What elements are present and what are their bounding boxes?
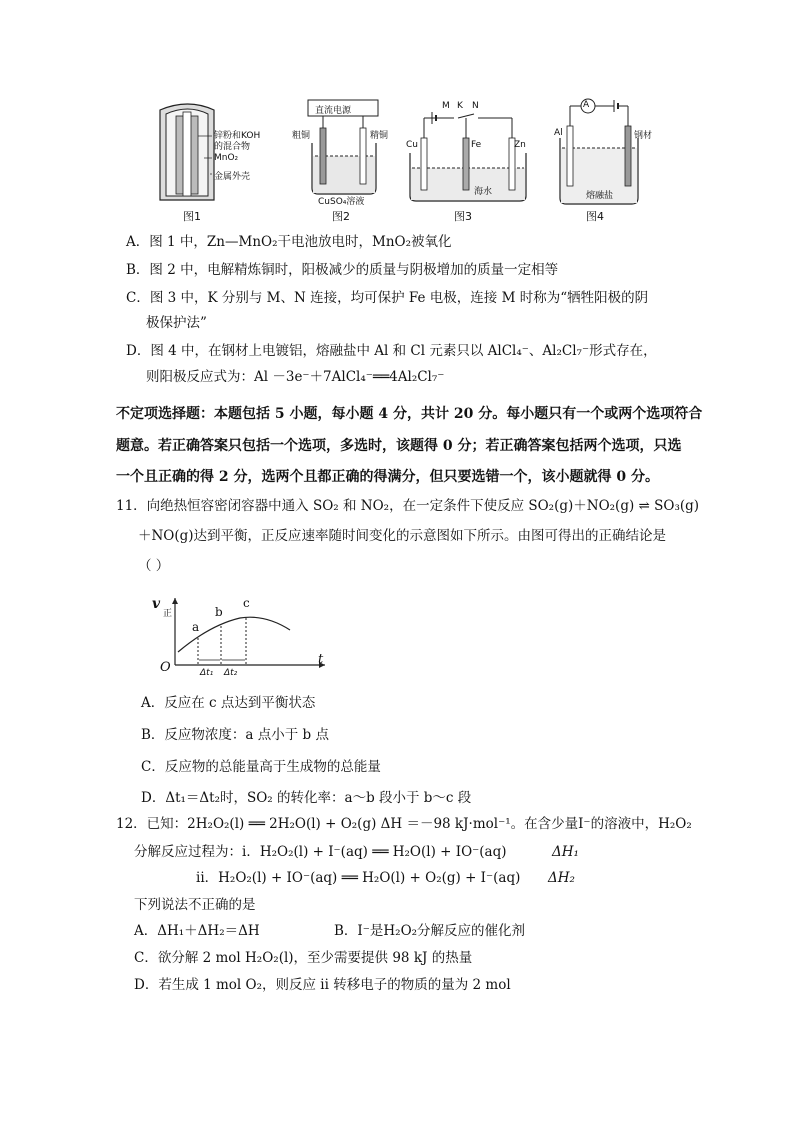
switch-m-label: M	[442, 101, 450, 111]
q10-option-a: A．图 1 中，Zn—MnO₂干电池放电时，MnO₂被氧化	[126, 234, 452, 250]
fe-label: Fe	[471, 140, 482, 150]
figure-1	[148, 98, 311, 223]
section-instructions-line1: 不定项选择题：本题包括 5 小题，每小题 4 分，共计 20 分。每小题只有一个或两个选项符合	[116, 406, 703, 422]
callout-metal-shell: 金属外壳	[214, 172, 251, 182]
pure-copper-label: 精铜	[370, 131, 389, 141]
section-instructions-line2: 题意。若正确答案只包括一个选项，多选时，该题得 0 分；若正确答案包括两个选项，只选	[116, 438, 682, 454]
switch-n-label: N	[472, 101, 479, 111]
q12-stem-line4: 下列说法不正确的是	[134, 897, 256, 913]
callout-zinc-koh: 锌粉和KOH	[214, 131, 261, 141]
seawater-label: 海水	[474, 187, 493, 197]
figure-3-label: 图3	[454, 210, 472, 223]
q11-rate-graph	[140, 590, 340, 690]
figure-4-label: 图4	[586, 210, 604, 223]
graph-x-label: t	[318, 652, 324, 667]
graph-y-label: v	[152, 596, 161, 612]
graph-origin: O	[160, 660, 171, 675]
figure-2	[290, 98, 400, 223]
q10-option-d-line1: D．图 4 中，在钢材上电镀铝，熔融盐中 Al 和 Cl 元素只以 AlCl₄⁻、Al₂Cl₇⁻形式存在，	[126, 343, 657, 359]
cu-label: Cu	[406, 140, 418, 150]
al-electrode-label: Al	[554, 128, 563, 138]
callout-mno2: MnO₂	[214, 153, 239, 163]
q10-option-c-line1: C．图 3 中，K 分别与 M、N 连接，均可保护 Fe 电极，连接 M 时称为“牺牲阳极的阴	[126, 290, 649, 306]
ammeter-label: A	[583, 100, 590, 110]
cuso4-label: CuSO₄溶液	[318, 197, 365, 207]
steel-label: 钢材	[634, 131, 653, 141]
figure-3	[402, 98, 532, 223]
q11-option-c: C．反应物的总能量高于生成物的总能量	[141, 759, 381, 775]
q12-stem-line1: 12．已知：2H₂O₂(l) ══ 2H₂O(l) + O₂(g) ΔH ＝－98 kJ·mol⁻¹。在含少量I⁻的溶液中，H₂O₂	[116, 816, 692, 832]
q11-stem-line2: ＋NO(g)达到平衡，正反应速率随时间变化的示意图如下所示。由图可得出的正确结论是	[138, 528, 667, 544]
point-a-label: a	[192, 620, 200, 634]
crude-copper-label: 粗铜	[292, 131, 311, 141]
q12-stem-line3: ii．H₂O₂(l) + IO⁻(aq) ══ H₂O(l) + O₂(g) + I⁻(aq)	[196, 870, 521, 886]
q12-option-d: D．若生成 1 mol O₂，则反应 ii 转移电子的物质的量为 2 mol	[134, 977, 511, 993]
delta-t2-label: Δt₂	[224, 668, 238, 678]
switch-k-label: K	[457, 101, 463, 111]
callout-mixture: 的混合物	[214, 142, 251, 152]
zn-label: Zn	[514, 140, 526, 150]
q12-delta-h1: ΔH₁	[552, 844, 579, 860]
q11-option-d: D．Δt₁＝Δt₂时，SO₂ 的转化率：a～b 段小于 b～c 段	[141, 790, 472, 806]
figure-2-label: 图2	[332, 210, 350, 223]
figure-4	[552, 98, 662, 223]
point-c-label: c	[243, 596, 250, 610]
q12-delta-h2: ΔH₂	[548, 870, 575, 886]
q12-option-c: C．欲分解 2 mol H₂O₂(l)，至少需要提供 98 kJ 的热量	[134, 950, 473, 966]
q12-option-a: A．ΔH₁＋ΔH₂＝ΔH	[134, 923, 260, 939]
q11-stem-line1: 11．向绝热恒容密闭容器中通入 SO₂ 和 NO₂，在一定条件下使反应 SO₂(g)＋NO₂(g) ⇌ SO₃(g)	[116, 498, 700, 514]
q11-stem-line3: （ ）	[138, 558, 170, 574]
section-instructions-line3: 一个且正确的得 2 分，选两个且都正确的得满分，但只要选错一个，该小题就得 0 分。	[116, 469, 659, 485]
q10-option-d-line2: 则阳极反应式为：Al －3e⁻＋7AlCl₄⁻══4Al₂Cl₇⁻	[146, 369, 445, 385]
q11-option-b: B．反应物浓度：a 点小于 b 点	[141, 727, 329, 743]
delta-t1-label: Δt₁	[200, 668, 214, 678]
q10-option-c-line2: 极保护法”	[146, 315, 207, 331]
dc-power-label: 直流电源	[315, 106, 352, 116]
figure-1-label: 图1	[183, 210, 201, 223]
q10-option-b: B．图 2 中，电解精炼铜时，阳极减少的质量与阴极增加的质量一定相等	[126, 262, 559, 278]
molten-salt-label: 熔融盐	[586, 191, 614, 201]
q11-option-a: A．反应在 c 点达到平衡状态	[141, 695, 316, 711]
q12-option-b: B．I⁻是H₂O₂分解反应的催化剂	[334, 923, 526, 939]
point-b-label: b	[215, 605, 223, 619]
q12-stem-line2: 分解反应过程为：i．H₂O₂(l) + I⁻(aq) ══ H₂O(l) + IO⁻(aq)	[134, 844, 507, 860]
graph-y-sub: 正	[163, 609, 173, 619]
